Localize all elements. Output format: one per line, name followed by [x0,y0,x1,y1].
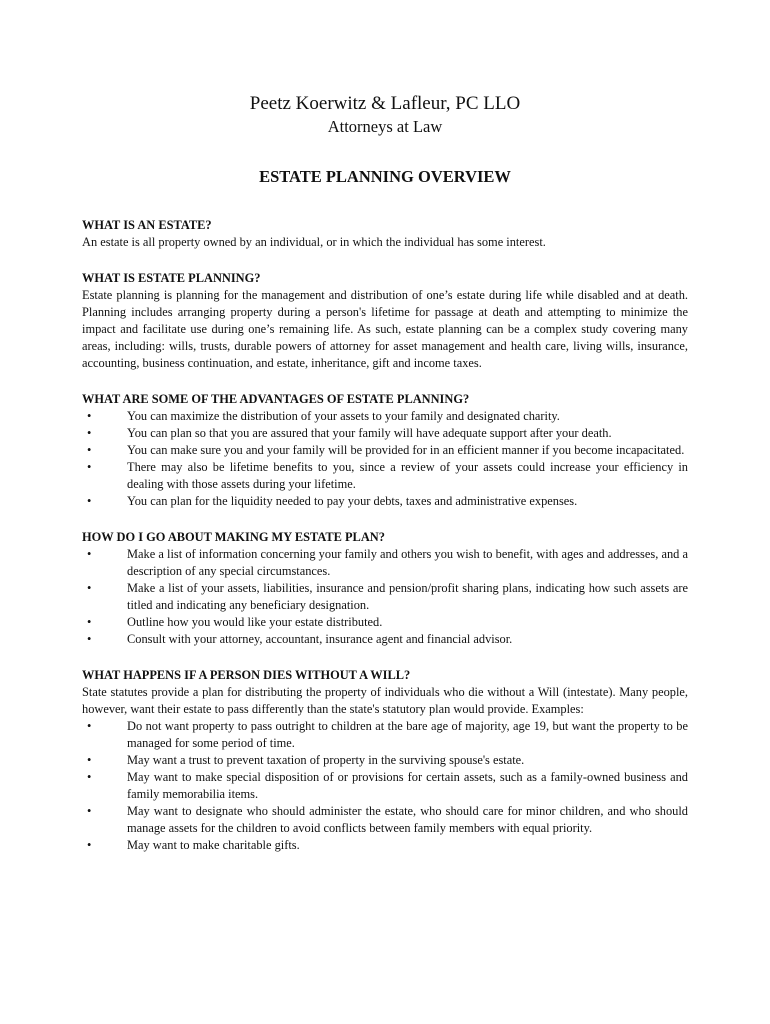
bullet-icon: • [87,494,92,508]
bullet-icon: • [87,581,92,595]
bullet-item [82,580,688,614]
bullet-text: May want to designate who should administer the estate, who should care for minor children, and who should manage assets for the children to avoid conflicts between family members with equal priority. [127,804,688,835]
bullet-icon: • [87,719,92,733]
firm-subtitle: Attorneys at Law [327,117,443,136]
section [82,270,688,372]
bullet-text: Make a list of information concerning your family and others you wish to benefit, with ages and addresses, and a description of any special circumstances. [127,547,688,578]
bullet-text: Consult with your attorney, accountant, insurance agent and financial advisor. [127,632,513,646]
bullet-icon: • [87,547,92,561]
bullet-item [82,803,688,837]
bullet-text: May want a trust to prevent taxation of property in the surviving spouse's estate. [127,753,525,767]
section-paragraph: An estate is all property owned by an individual, or in which the individual has some interest. [82,235,546,249]
firm-name: Peetz Koerwitz & Lafleur, PC LLO [249,93,521,114]
bullet-text: Outline how you would like your estate distributed. [127,615,383,629]
bullet-text: Make a list of your assets, liabilities, insurance and pension/profit sharing plans, indicating how such assets are titled and indicating any beneficiary designation. [127,581,688,612]
bullet-item [82,631,688,648]
bullet-icon: • [87,804,92,818]
section-heading: WHAT IS ESTATE PLANNING? [82,271,261,285]
bullet-item [82,614,688,631]
section [82,529,688,648]
bullet-icon: • [87,632,92,646]
bullet-item [82,493,688,510]
bullet-list [82,718,688,854]
bullet-item [82,546,688,580]
bullet-text: You can maximize the distribution of your assets to your family and designated charity. [127,409,560,423]
bullet-icon: • [87,615,92,629]
bullet-text: You can make sure you and your family will be provided for in an efficient manner if you become incapacitated. [127,443,685,457]
bullet-text: May want to make special disposition of or provisions for certain assets, such as a family-owned business and family memorabilia items. [127,770,688,801]
section-paragraph: Estate planning is planning for the management and distribution of one’s estate during life while disabled and at death. Planning includes arranging property during a person's lifetime for passage at death and attempting to minimize the impact and facilitate use during one’s remaining life. As such, estate planning can be a complex study covering many areas, including: wills, trusts, durable powers of attorney for asset management and health care, living wills, insurance, accounting, business continuation, and estate, inheritance, gift and income taxes. [82,288,688,370]
bullet-item [82,837,688,854]
section-paragraph: State statutes provide a plan for distributing the property of individuals who die without a Will (intestate). Many people, however, want their estate to pass differently than the state's statutory plan would provide. Examples: [82,685,688,716]
bullet-icon: • [87,770,92,784]
section-heading: WHAT HAPPENS IF A PERSON DIES WITHOUT A WILL? [82,668,411,682]
section-heading: WHAT IS AN ESTATE? [82,218,212,232]
section-heading: HOW DO I GO ABOUT MAKING MY ESTATE PLAN? [82,530,385,544]
bullet-text: You can plan for the liquidity needed to pay your debts, taxes and administrative expenses. [127,494,578,508]
sections-container [82,217,688,854]
bullet-item [82,718,688,752]
bullet-list [82,408,688,510]
bullet-item [82,752,688,769]
bullet-item [82,408,688,425]
bullet-item [82,769,688,803]
section [82,391,688,510]
section [82,217,688,251]
bullet-icon: • [87,409,92,423]
bullet-icon: • [87,443,92,457]
bullet-icon: • [87,426,92,440]
bullet-text: There may also be lifetime benefits to you, since a review of your assets could increase your efficiency in dealing with those assets during your lifetime. [127,460,688,491]
section-heading: WHAT ARE SOME OF THE ADVANTAGES OF ESTATE PLANNING? [82,392,470,406]
bullet-text: You can plan so that you are assured that your family will have adequate support after your death. [127,426,612,440]
section [82,667,688,854]
bullet-list [82,546,688,648]
bullet-icon: • [87,753,92,767]
bullet-item [82,442,688,459]
bullet-icon: • [87,460,92,474]
bullet-item [82,425,688,442]
bullet-item [82,459,688,493]
bullet-text: May want to make charitable gifts. [127,838,300,852]
bullet-icon: • [87,838,92,852]
bullet-text: Do not want property to pass outright to children at the bare age of majority, age 19, but want the property to be managed for some period of time. [127,719,688,750]
document-title: ESTATE PLANNING OVERVIEW [259,167,511,186]
